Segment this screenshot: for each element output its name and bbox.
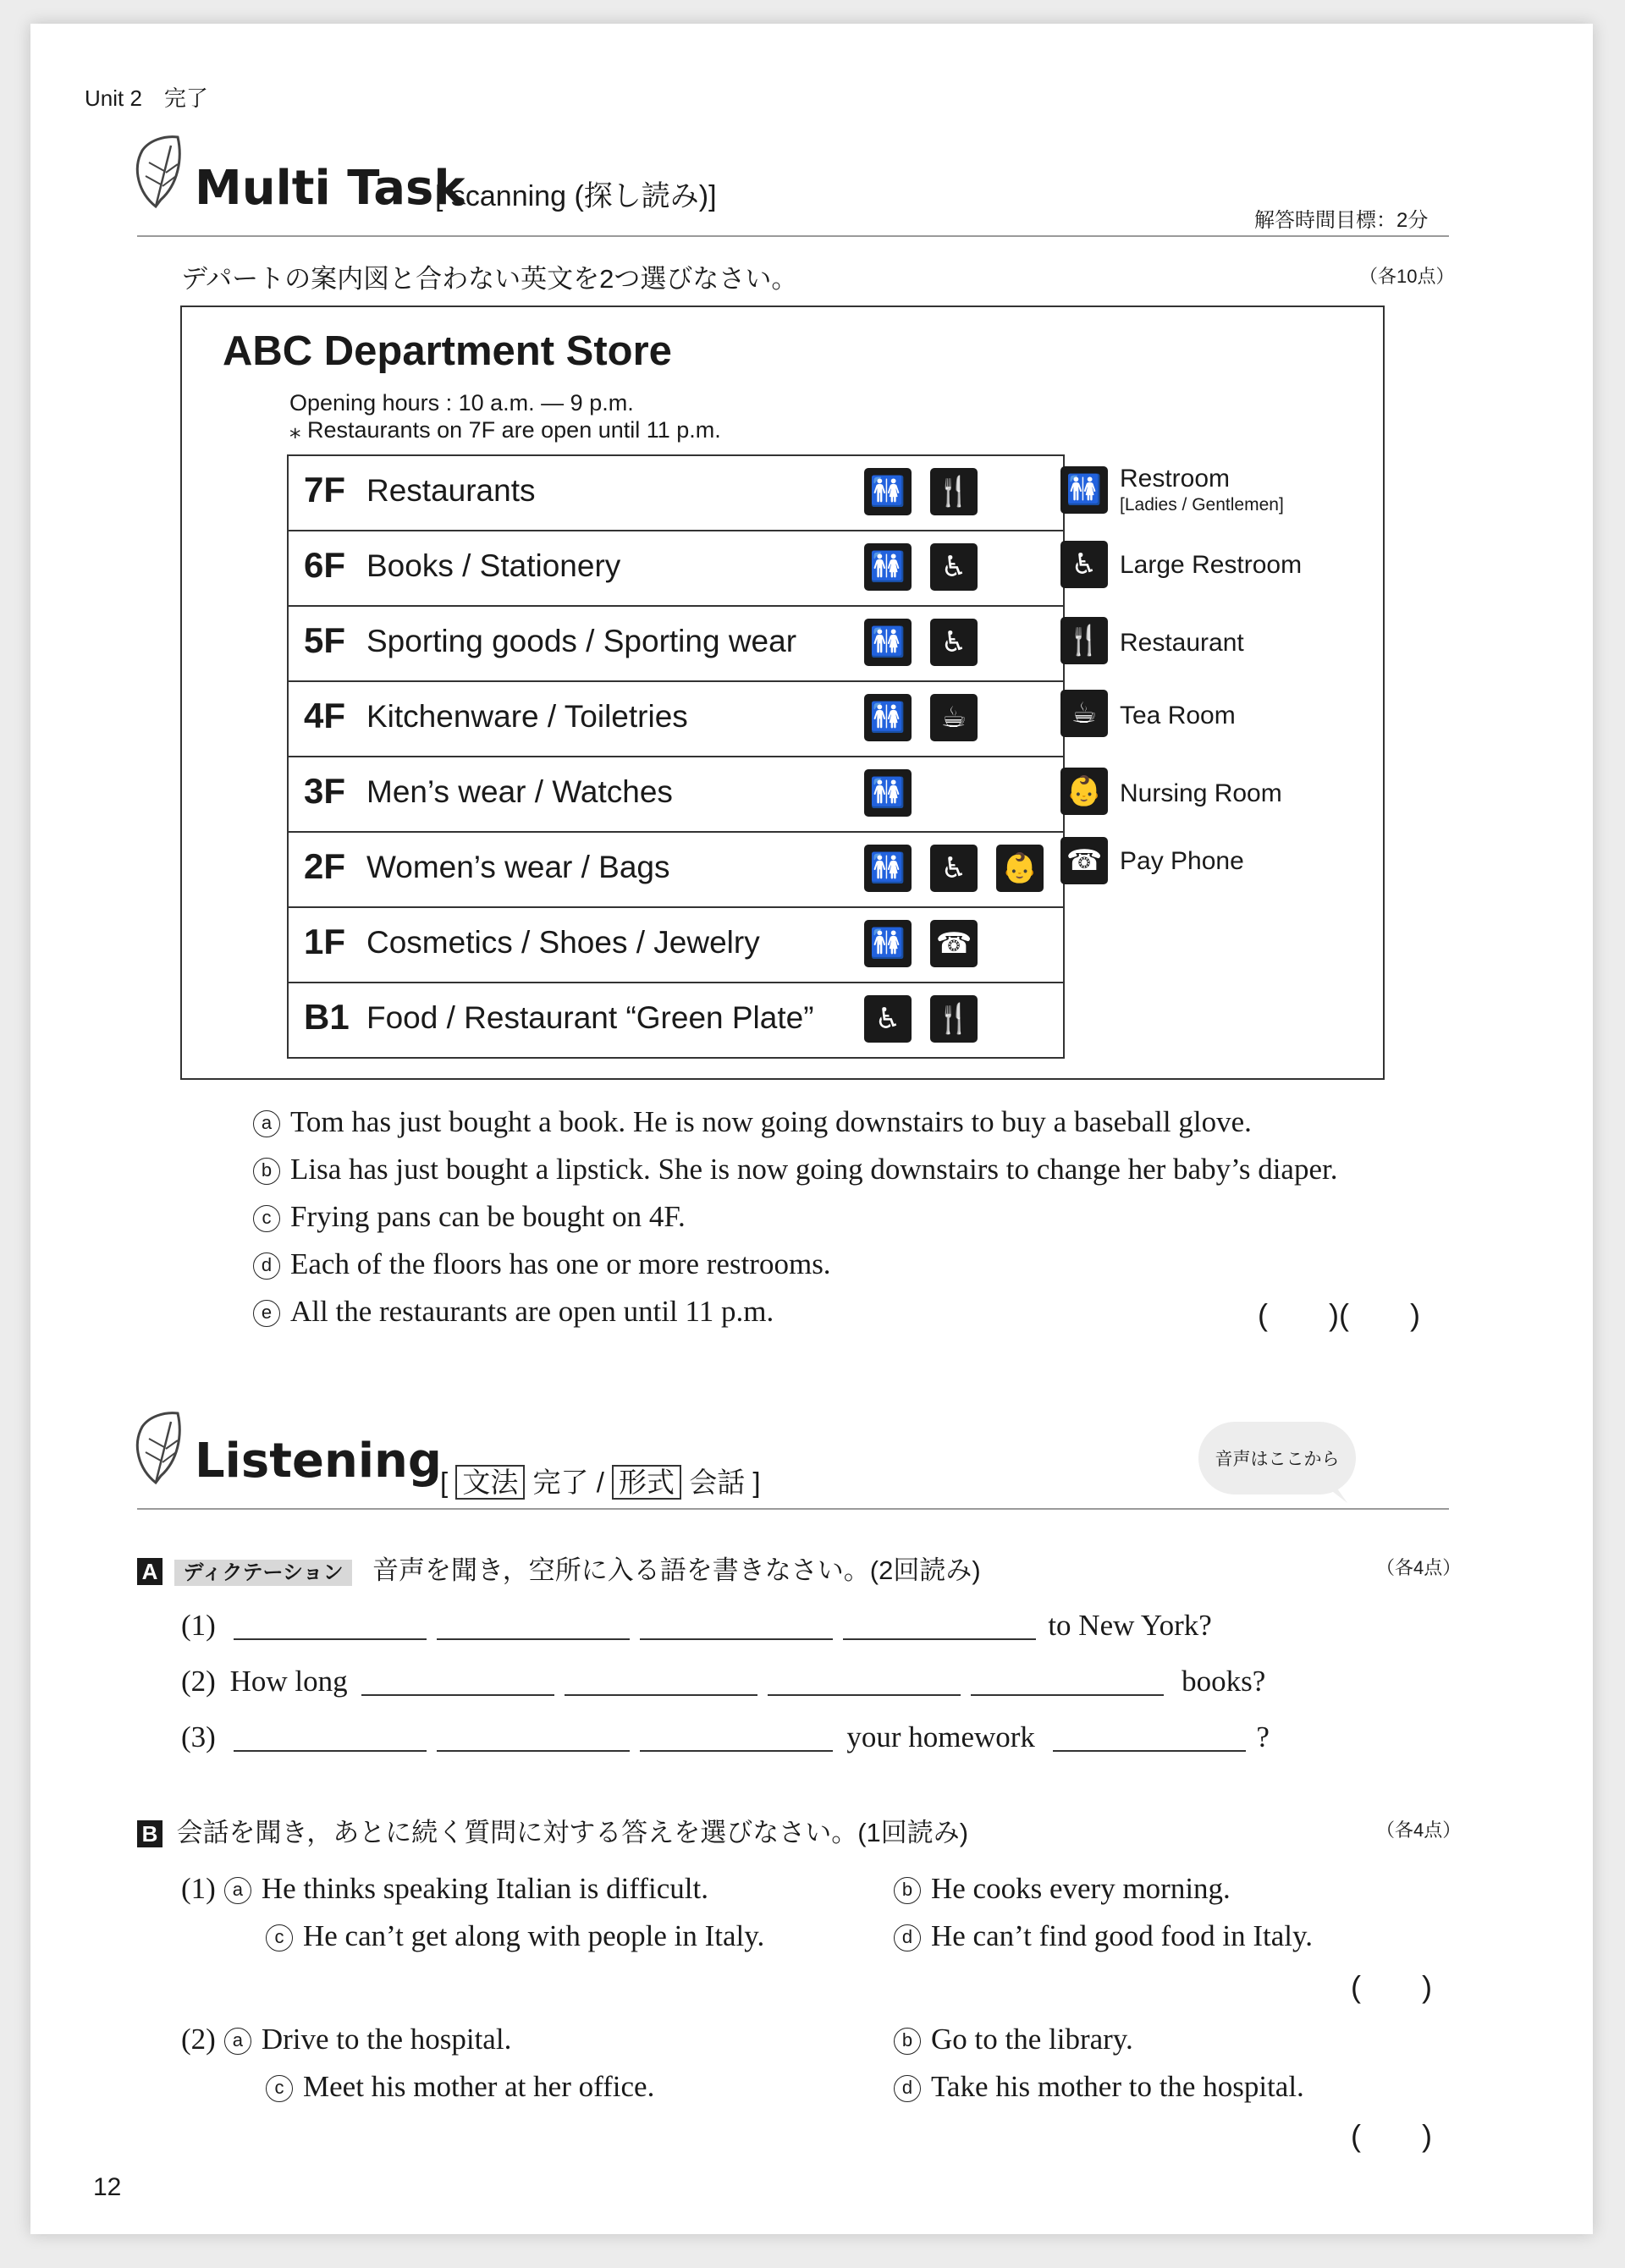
answer-blank[interactable] [234, 1608, 427, 1640]
floor-description: Women’s wear / Bags [366, 850, 670, 884]
question-1-option-a[interactable]: (1) a He thinks speaking Italian is difficult. [181, 1872, 708, 1905]
floor-row [289, 456, 1063, 531]
leaf-icon [130, 1410, 186, 1488]
statement-e: e All the restaurants are open until 11 p.m. [253, 1295, 774, 1329]
floor-description: Books / Stationery [366, 548, 621, 583]
restroom-icon: 🚻 [864, 769, 912, 817]
statement-c: c Frying pans can be bought on 4F. [253, 1200, 686, 1234]
floor-description: Food / Restaurant “Green Plate” [366, 1000, 814, 1035]
question-2-option-a[interactable]: (2) a Drive to the hospital. [181, 2023, 512, 2056]
restaurant-note: ⁎ Restaurants on 7F are open until 11 p.m. [289, 417, 721, 443]
dictation-item-1: (1) to New York? [181, 1609, 1212, 1642]
legend-label: Pay Phone [1120, 847, 1244, 875]
multitask-points: （各10点） [1359, 266, 1455, 287]
dictation-tag: ディクテーション [174, 1560, 351, 1586]
part-b-points: （各4点） [1376, 1819, 1462, 1841]
answer-blank[interactable] [971, 1664, 1164, 1696]
answer-blank[interactable] [1053, 1720, 1246, 1752]
dictation-item-2: (2) How long books? [181, 1665, 1266, 1698]
question-2-option-b[interactable]: b Go to the library. [894, 2023, 1133, 2056]
floor-description: Kitchenware / Toiletries [366, 699, 688, 734]
restroom-icon: 🚻 [864, 920, 912, 967]
answer-blank[interactable] [843, 1608, 1036, 1640]
floor-level: 7F [304, 470, 346, 509]
time-target: 解答時間目標：2分 [1254, 209, 1429, 232]
floor-table [287, 454, 1065, 1059]
legend-label: Restroom [1120, 465, 1231, 493]
floor-description: Men’s wear / Watches [366, 774, 673, 809]
listening-subtitle: [ 文法 完了 / 形式 会話 ] [440, 1467, 761, 1498]
floor-description: Cosmetics / Shoes / Jewelry [366, 925, 760, 960]
answer-boxes[interactable]: ( )( ) [1258, 1297, 1420, 1332]
floor-level: 5F [304, 620, 346, 660]
floor-row [289, 531, 1063, 607]
floor-row [289, 833, 1063, 908]
floor-level: 1F [304, 922, 346, 961]
restroom-icon: 🚻 [864, 845, 912, 892]
floor-row [289, 757, 1063, 833]
multitask-subtitle: [ scanning (探し読み)] [435, 180, 717, 212]
legend-label: Large Restroom [1120, 551, 1303, 579]
answer-blank[interactable] [234, 1720, 427, 1752]
store-name: ABC Department Store [223, 328, 672, 374]
restaurant-icon: 🍴 [1060, 617, 1108, 664]
answer-blank[interactable] [437, 1720, 630, 1752]
restroom-icon: 🚻 [1060, 466, 1108, 514]
unit-label: Unit 2 完了 [85, 85, 208, 111]
section-divider [137, 1508, 1449, 1510]
leaf-icon [130, 134, 186, 212]
part-a-points: （各4点） [1376, 1557, 1462, 1578]
answer-blank[interactable] [640, 1608, 833, 1640]
audio-bubble[interactable] [1198, 1422, 1356, 1495]
listening-title: Listening [195, 1434, 442, 1489]
tea-room-icon: ☕ [930, 694, 978, 741]
pay-phone-icon: ☎ [1060, 837, 1108, 884]
nursing-room-icon: 👶 [996, 845, 1044, 892]
restroom-icon: 🚻 [864, 619, 912, 666]
question-1-answer-box[interactable]: ( ) [1351, 1969, 1432, 2004]
multitask-title: Multi Task [195, 161, 465, 216]
opening-hours: Opening hours : 10 a.m. — 9 p.m. [289, 390, 634, 416]
statement-b: b Lisa has just bought a lipstick. She is now going downstairs to change her baby’s diaper. [253, 1153, 1337, 1186]
section-divider [137, 235, 1449, 237]
floor-row [289, 983, 1063, 1057]
part-a-instruction: 音声を聞き，空所に入る語を書きなさい。(2回読み) [372, 1555, 981, 1585]
question-1-option-c[interactable]: c He can’t get along with people in Italy. [266, 1919, 764, 1953]
question-2-option-c[interactable]: c Meet his mother at her office. [266, 2070, 654, 2104]
floor-row [289, 908, 1063, 983]
answer-blank[interactable] [565, 1664, 757, 1696]
audio-bubble-text: 音声はここから [1215, 1450, 1340, 1469]
store-directory [180, 306, 1385, 1080]
grammar-label: 文法 [455, 1465, 525, 1500]
restroom-icon: 🚻 [864, 468, 912, 515]
multitask-instruction: デパートの案内図と合わない英文を2つ選びなさい。 [181, 264, 798, 294]
dictation-item-3: (3) your homework ? [181, 1720, 1270, 1753]
page-number: 12 [93, 2173, 122, 2201]
large-restroom-icon: ♿ [930, 543, 978, 591]
legend-label: Restaurant [1120, 629, 1244, 657]
floor-level: 6F [304, 545, 346, 585]
question-1-option-b[interactable]: b He cooks every morning. [894, 1872, 1231, 1906]
nursing-room-icon: 👶 [1060, 768, 1108, 815]
question-1-option-d[interactable]: d He can’t find good food in Italy. [894, 1919, 1313, 1953]
pay-phone-icon: ☎ [930, 920, 978, 967]
answer-blank[interactable] [437, 1608, 630, 1640]
statement-d: d Each of the floors has one or more restrooms. [253, 1247, 831, 1281]
format-label: 形式 [612, 1465, 681, 1500]
part-a-header [137, 1549, 981, 1587]
statement-a: a Tom has just bought a book. He is now going downstairs to buy a baseball glove. [253, 1105, 1252, 1139]
large-restroom-icon: ♿ [864, 995, 912, 1043]
question-2-option-d[interactable]: d Take his mother to the hospital. [894, 2070, 1304, 2104]
part-b-instruction: 会話を聞き，あとに続く質問に対する答えを選びなさい。(1回読み) [176, 1818, 969, 1847]
worksheet-page [30, 24, 1593, 2234]
part-b-header [137, 1811, 968, 1849]
answer-blank[interactable] [361, 1664, 554, 1696]
floor-level: B1 [304, 997, 350, 1037]
legend-sublabel: [Ladies / Gentlemen] [1120, 495, 1284, 515]
large-restroom-icon: ♿ [930, 845, 978, 892]
floor-description: Sporting goods / Sporting wear [366, 624, 797, 658]
legend-label: Nursing Room [1120, 779, 1282, 807]
restaurant-icon: 🍴 [930, 995, 978, 1043]
floor-row [289, 682, 1063, 757]
part-b-label: B [137, 1820, 162, 1847]
restaurant-icon: 🍴 [930, 468, 978, 515]
answer-blank[interactable] [768, 1664, 961, 1696]
floor-level: 2F [304, 846, 346, 886]
large-restroom-icon: ♿ [1060, 541, 1108, 588]
restroom-icon: 🚻 [864, 543, 912, 591]
large-restroom-icon: ♿ [930, 619, 978, 666]
floor-level: 4F [304, 696, 346, 735]
question-2-answer-box[interactable]: ( ) [1351, 2118, 1432, 2153]
floor-description: Restaurants [366, 473, 536, 508]
floor-level: 3F [304, 771, 346, 811]
answer-blank[interactable] [640, 1720, 833, 1752]
tea-room-icon: ☕ [1060, 690, 1108, 737]
floor-row [289, 607, 1063, 682]
restroom-icon: 🚻 [864, 694, 912, 741]
part-a-label: A [137, 1558, 162, 1585]
legend-label: Tea Room [1120, 702, 1236, 729]
